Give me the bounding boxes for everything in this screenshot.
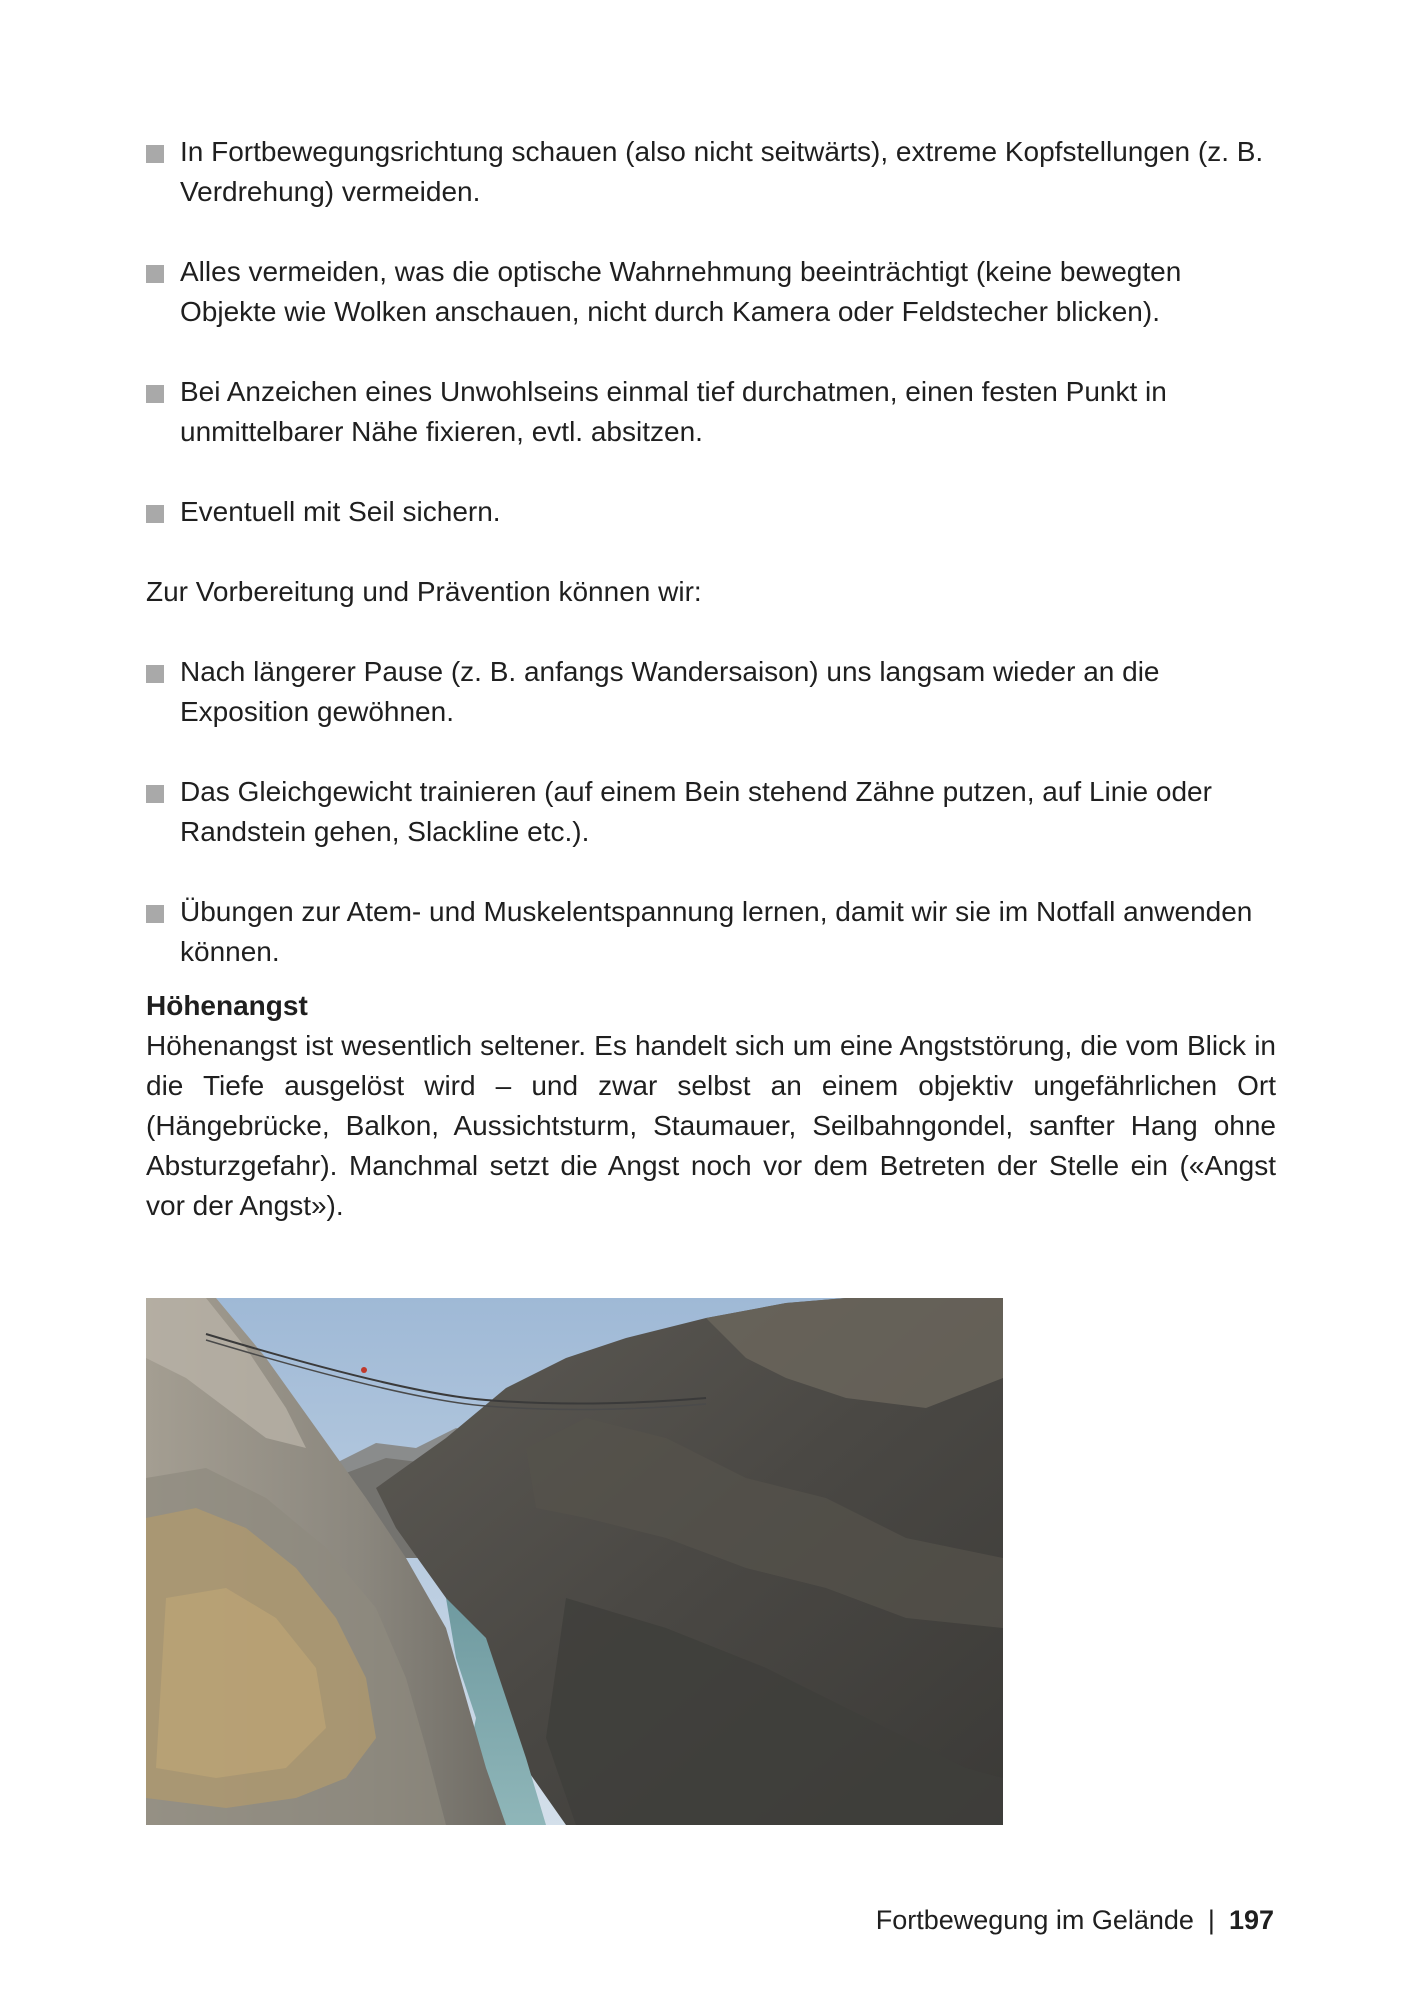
page-content (146, 132, 1276, 1226)
gorge-landscape-image (146, 1298, 1003, 1825)
tips-list (146, 132, 1276, 532)
list-item-text: In Fortbewegungsrichtung schauen (also nicht seitwärts), extreme Kopfstellungen (z. B. Verdrehung) vermeiden. (180, 136, 1264, 207)
list-item (146, 652, 1276, 732)
intro-paragraph: Zur Vorbereitung und Prävention können wir: (146, 576, 702, 607)
list-item (146, 252, 1276, 332)
page-footer (876, 1902, 1274, 1938)
footer-separator: | (1207, 1905, 1215, 1935)
chapter-title: Fortbewegung im Gelände (875, 1905, 1194, 1935)
list-item (146, 132, 1276, 212)
square-bullet-icon (146, 265, 164, 283)
list-item (146, 772, 1276, 852)
list-item-text: Bei Anzeichen eines Unwohlseins einmal tief durchatmen, einen festen Punkt in unmittelbarer Nähe fixieren, evtl. absitzen. (180, 376, 1167, 447)
page-number: 197 (1228, 1905, 1274, 1935)
prevention-list (146, 652, 1276, 972)
list-item-text: Das Gleichgewicht trainieren (auf einem Bein stehend Zähne putzen, auf Linie oder Randstein gehen, Slackline etc.). (180, 776, 1212, 847)
list-item-text: Eventuell mit Seil sichern. (180, 496, 501, 527)
section-body: Höhenangst ist wesentlich seltener. Es handelt sich um eine Angststörung, die vom Blick in die Tiefe ausgelöst wird – und zwar selbst an einem objektiv ungefährlichen Ort (Hängebrücke, Balkon, Aussichtsturm, Staumauer, Seilbahngondel, sanfter Hang ohne Absturzgefahr). Manchmal setzt die Angst noch vor dem Betreten der Stelle ein («Angst vor der Angst»). (146, 1030, 1276, 1221)
square-bullet-icon (146, 905, 164, 923)
list-item (146, 372, 1276, 452)
section-heading: Höhenangst (146, 990, 308, 1021)
list-item (146, 492, 1276, 532)
list-item-text: Nach längerer Pause (z. B. anfangs Wandersaison) uns langsam wieder an die Exposition gewöhnen. (180, 656, 1160, 727)
list-item-text: Übungen zur Atem- und Muskelentspannung lernen, damit wir sie im Notfall anwenden können. (180, 896, 1253, 967)
square-bullet-icon (146, 385, 164, 403)
list-item (146, 892, 1276, 972)
square-bullet-icon (146, 145, 164, 163)
square-bullet-icon (146, 505, 164, 523)
square-bullet-icon (146, 665, 164, 683)
list-item-text: Alles vermeiden, was die optische Wahrnehmung beeinträchtigt (keine bewegten Objekte wie Wolken anschauen, nicht durch Kamera oder Feldstecher blicken). (180, 256, 1182, 327)
hiker-figure (361, 1367, 367, 1373)
suspension-bridge-photo (146, 1298, 1003, 1825)
square-bullet-icon (146, 785, 164, 803)
